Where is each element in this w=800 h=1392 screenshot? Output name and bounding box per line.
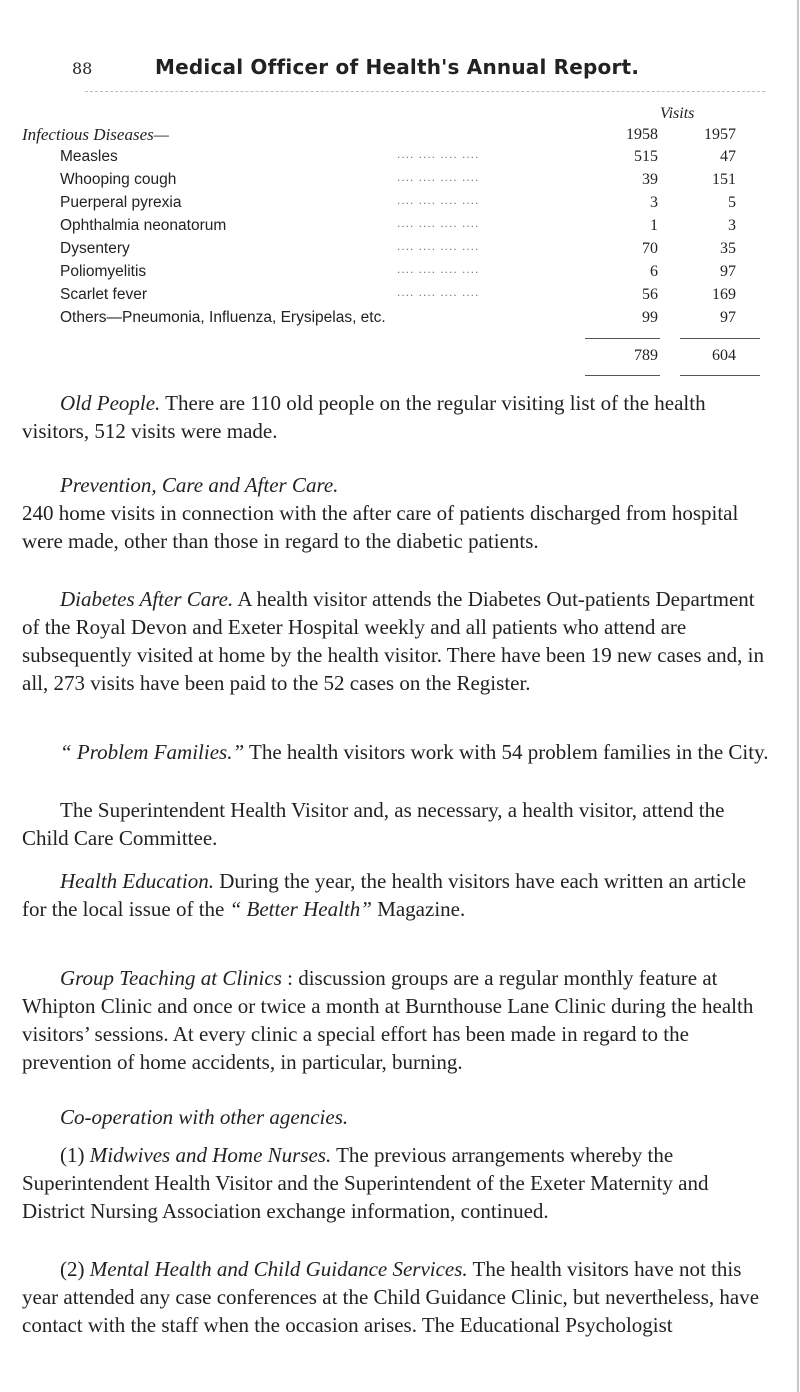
heading-problem-families: “ Problem Families.” [60,740,245,764]
row-label: Poliomyelitis [60,263,147,280]
heading-group-teaching: Group Teaching at Clinics [60,966,282,990]
row-value-1957: 5 [728,194,736,211]
table-row [0,217,800,239]
row-value-1958: 39 [642,171,658,188]
heading-health-education: Health Education. [60,869,214,893]
heading-prevention: Prevention, Care and After Care. [60,473,339,497]
table-row [0,171,800,193]
row-value-1958: 1 [650,217,658,234]
leader-dots: .... .... .... .... [397,285,480,299]
row-label: Dysentery [60,240,130,257]
text-old-people: There are 110 old people on the regular visiting list of the health visitors, 512 visits were made. [22,391,706,443]
leader-dots: .... .... .... .... [397,170,480,184]
row-label: Ophthalmia neonatorum [60,217,227,234]
heading-midwives: Midwives and Home Nurses. [84,1143,332,1167]
row-value-1957: 35 [720,240,736,257]
para-health-education [22,867,770,923]
section-heading: Infectious Diseases— [22,125,169,144]
leader-dots: .... .... .... .... [397,239,480,253]
leader-dots: .... .... .... .... [397,216,480,230]
heading-cooperation: Co-operation with other agencies. [60,1105,349,1129]
total-1958: 789 [634,347,658,364]
text-midwives: The previous arrangements whereby the Superintendent Health Visitor and the Superintendent of the Exeter Maternity and District Nursing Association exchange information, continued. [22,1143,709,1223]
table-row [0,263,800,285]
para-group-teaching [22,964,770,1076]
totals-row [0,347,800,369]
table-row [0,194,800,216]
row-value-1958: 99 [642,309,658,326]
year-heading-1957: 1957 [704,126,736,143]
row-value-1957: 97 [720,309,736,326]
para-midwives [22,1141,770,1225]
table-row [0,286,800,308]
para-prevention [22,471,770,555]
row-value-1957: 47 [720,148,736,165]
row-label: Whooping cough [60,171,177,188]
row-value-1958: 56 [642,286,658,303]
header-rule [85,91,765,92]
row-label: Others—Pneumonia, Influenza, Erysipelas, etc. [60,309,386,326]
leader-dots: .... .... .... .... [397,193,480,207]
number-mental-health: (2) [60,1257,85,1281]
text-health-education: During the year, the health visitors have each written an article for the local issue of the [22,869,747,921]
row-value-1958: 6 [650,263,658,280]
row-value-1957: 151 [712,171,736,188]
total-rule-bottom-1958 [585,375,660,376]
row-value-1957: 97 [720,263,736,280]
para-cooperation [22,1103,348,1131]
magazine-title: “ Better Health” [229,897,372,921]
text-superintendent: The Superintendent Health Visitor and, as necessary, a health visitor, attend the Child Care Committee. [22,798,725,850]
total-rule-bottom-1957 [680,375,760,376]
heading-diabetes: Diabetes After Care. [60,587,234,611]
number-midwives: (1) [60,1143,85,1167]
row-label: Measles [60,148,118,165]
text-mental-health: The health visitors have not this year attended any case conferences at the Child Guidance Clinic, but nevertheless, have contact with the staff when the occasion arises. The Educational Psychologist [22,1257,760,1337]
page-number: 88 [72,59,93,78]
running-title: Medical Officer of Health's Annual Report. [155,55,640,79]
visits-table [0,105,800,364]
para-mental-health [22,1255,770,1339]
leader-dots: .... .... .... .... [397,262,480,276]
para-problem-families [22,738,768,766]
row-value-1958: 515 [634,148,658,165]
table-row [0,309,800,331]
total-rule-top-1958 [585,338,660,339]
year-heading-1958: 1958 [626,126,658,143]
page-header [0,49,800,89]
leader-dots: .... .... .... .... [397,147,480,161]
total-rule-top-1957 [680,338,760,339]
text-problem-families: The health visitors work with 54 problem families in the City. [244,740,769,764]
row-value-1957: 169 [712,286,736,303]
heading-old-people: Old People. [60,391,161,415]
table-row [0,240,800,262]
row-value-1958: 70 [642,240,658,257]
para-old-people [22,389,770,445]
heading-mental-health: Mental Health and Child Guidance Services. [84,1257,468,1281]
visits-heading: Visits [660,105,695,122]
text-diabetes: A health visitor attends the Diabetes Out-patients Department of the Royal Devon and Exeter Hospital weekly and all patients who attend are subsequently visited at home by the health visitor. There have been 19 new cases and, in all, 273 visits have been paid to the 52 cases on the Register. [22,587,765,695]
row-value-1957: 3 [728,217,736,234]
row-label: Puerperal pyrexia [60,194,182,211]
text-prevention: 240 home visits in connection with the after care of patients discharged from hospital were made, other than those in regard to the diabetic patients. [22,501,739,553]
total-1957: 604 [712,347,736,364]
para-superintendent [22,796,770,852]
row-value-1958: 3 [650,194,658,211]
table-row [0,148,800,170]
text-health-education-end: Magazine. [371,897,466,921]
para-diabetes [22,585,770,697]
row-label: Scarlet fever [60,286,148,303]
text-group-teaching: : discussion groups are a regular monthly feature at Whipton Clinic and once or twice a month at Burnthouse Lane Clinic during the health visitors’ sessions. At every clinic a special effort has been made in regard to the prevention of home accidents, in particular, burning. [22,966,754,1074]
